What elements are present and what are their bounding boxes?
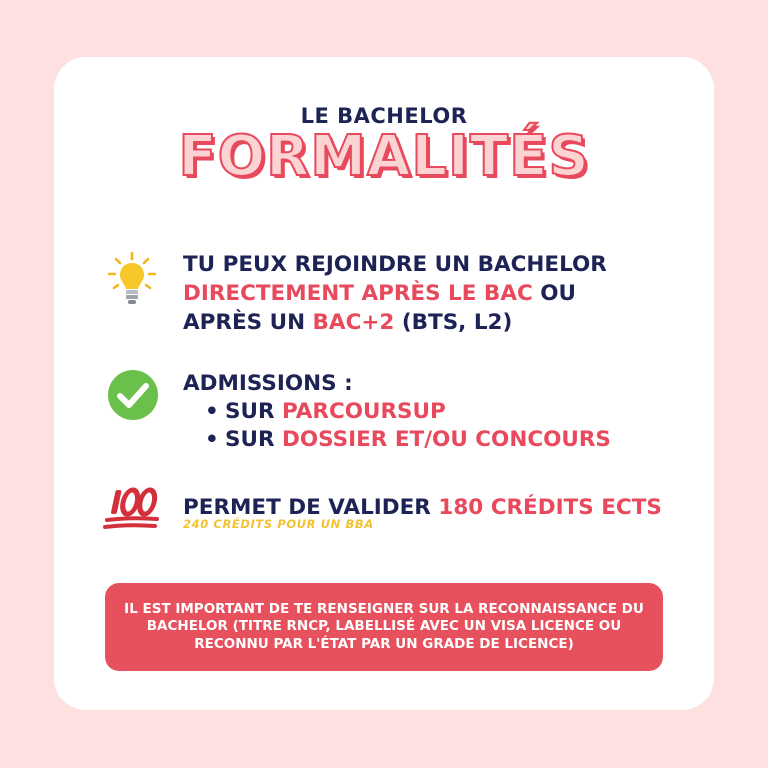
notice-banner <box>105 583 663 671</box>
entry-line-3: APRÈS UN BAC+2 (BTS, L2) <box>183 310 513 335</box>
credits-note: 240 CRÉDITS POUR UN BBA <box>183 517 374 531</box>
lightbulb-icon <box>105 250 161 310</box>
hundred-points-icon <box>103 484 161 532</box>
page-title: FORMALITÉS <box>178 124 590 189</box>
entry-line-1: TU PEUX REJOINDRE UN BACHELOR <box>183 252 607 277</box>
admissions-bullet: • SUR PARCOURSUP <box>205 399 446 424</box>
admissions-title: ADMISSIONS : <box>183 371 353 396</box>
check-icon <box>107 369 159 421</box>
admissions-bullet: • SUR DOSSIER ET/OU CONCOURS <box>205 427 611 452</box>
notice-text: IL EST IMPORTANT DE TE RENSEIGNER SUR LA RECONNAISSANCE DU BACHELOR (TITRE RNCP, LABELLISÉ AVEC UN VISA LICENCE OU RECONNU PAR L'ÉTAT PAR UN GRADE DE LICENCE) <box>124 600 644 652</box>
admissions-section <box>183 370 611 454</box>
kicker-label: LE BACHELOR <box>300 104 468 128</box>
entry-line-2: DIRECTEMENT APRÈS LE BAC OU <box>183 281 576 306</box>
credits-line: PERMET DE VALIDER 180 CRÉDITS ECTS <box>183 495 662 520</box>
entry-requirements-text <box>183 250 607 337</box>
credits-section <box>183 494 662 530</box>
